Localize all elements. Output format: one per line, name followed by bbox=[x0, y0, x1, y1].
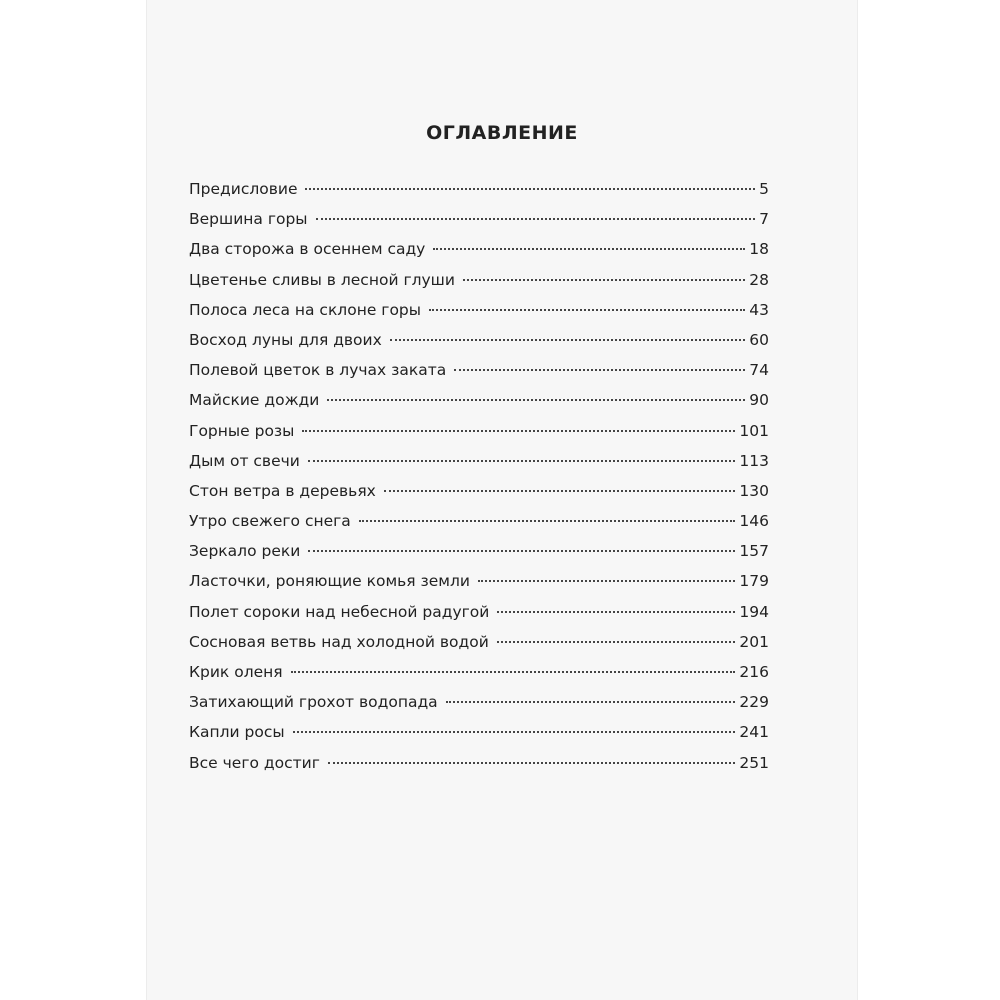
toc-entry bbox=[189, 693, 769, 723]
toc-entry-title: Сосновая ветвь над холодной водой bbox=[189, 632, 489, 651]
toc-entry bbox=[189, 240, 769, 270]
toc-entry-page: 130 bbox=[739, 481, 769, 500]
toc-entry-page: 74 bbox=[749, 361, 769, 380]
toc-entry-title: Предисловие bbox=[189, 180, 298, 198]
toc-entry-page: 43 bbox=[749, 300, 769, 319]
toc-entry bbox=[189, 361, 769, 391]
toc-entry bbox=[189, 422, 769, 452]
toc-entry-title: Майские дожди bbox=[189, 391, 320, 410]
toc-entry-page: 60 bbox=[749, 330, 769, 349]
dot-leader bbox=[429, 309, 745, 311]
toc-entry-title: Два сторожа в осеннем саду bbox=[189, 240, 426, 259]
toc-entry-title: Цветенье сливы в лесной глуши bbox=[189, 270, 455, 289]
dot-leader bbox=[328, 762, 736, 764]
toc-entry-page: 216 bbox=[739, 663, 769, 681]
toc-entry-title: Горные розы bbox=[189, 421, 295, 440]
toc-entry-page: 18 bbox=[749, 240, 769, 259]
toc-heading: ОГЛАВЛЕНИЕ bbox=[426, 122, 578, 144]
toc-entry-page: 90 bbox=[749, 391, 769, 410]
dot-leader bbox=[308, 460, 736, 462]
toc-entry-page: 241 bbox=[739, 723, 769, 742]
dot-leader bbox=[293, 731, 736, 733]
toc-entry-title: Крик оленя bbox=[189, 663, 283, 681]
toc-entry bbox=[189, 603, 769, 633]
dot-leader bbox=[359, 520, 736, 522]
toc-entry-page: 7 bbox=[759, 210, 769, 229]
toc-entry-page: 28 bbox=[749, 270, 769, 289]
toc-entry bbox=[189, 542, 769, 572]
toc-entry-page: 113 bbox=[739, 451, 769, 470]
toc-entry-page: 229 bbox=[739, 693, 769, 712]
toc-list bbox=[189, 180, 769, 784]
toc-entry-page: 157 bbox=[739, 542, 769, 561]
dot-leader bbox=[316, 218, 756, 220]
toc-entry bbox=[189, 391, 769, 421]
toc-entry-page: 179 bbox=[739, 572, 769, 591]
toc-entry-page: 5 bbox=[759, 180, 769, 198]
toc-entry bbox=[189, 452, 769, 482]
toc-entry bbox=[189, 754, 769, 784]
toc-entry-page: 146 bbox=[739, 512, 769, 531]
toc-entry bbox=[189, 663, 769, 693]
toc-entry-title: Вершина горы bbox=[189, 210, 308, 229]
dot-leader bbox=[390, 339, 745, 341]
toc-entry-page: 201 bbox=[739, 632, 769, 651]
dot-leader bbox=[308, 550, 735, 552]
dot-leader bbox=[327, 399, 745, 401]
toc-entry-title: Стон ветра в деревьях bbox=[189, 481, 376, 500]
dot-leader bbox=[384, 490, 736, 492]
toc-entry bbox=[189, 180, 769, 210]
dot-leader bbox=[478, 580, 735, 582]
toc-entry-title: Затихающий грохот водопада bbox=[189, 693, 438, 712]
toc-entry bbox=[189, 301, 769, 331]
toc-entry-title: Восход луны для двоих bbox=[189, 330, 382, 349]
dot-leader bbox=[446, 701, 736, 703]
toc-entry-title: Полет сороки над небесной радугой bbox=[189, 602, 490, 621]
toc-entry-page: 251 bbox=[739, 753, 769, 772]
dot-leader bbox=[433, 248, 745, 250]
dot-leader bbox=[291, 671, 736, 673]
toc-entry bbox=[189, 633, 769, 663]
toc-entry-title: Зеркало реки bbox=[189, 542, 301, 561]
toc-entry bbox=[189, 512, 769, 542]
toc-entry bbox=[189, 331, 769, 361]
toc-entry bbox=[189, 723, 769, 753]
toc-entry-title: Полевой цветок в лучах заката bbox=[189, 361, 447, 380]
dot-leader bbox=[302, 430, 735, 432]
dot-leader bbox=[454, 369, 745, 371]
book-page bbox=[147, 0, 857, 1000]
dot-leader bbox=[497, 641, 736, 643]
dot-leader bbox=[305, 188, 755, 190]
toc-entry bbox=[189, 482, 769, 512]
toc-entry-page: 101 bbox=[739, 421, 769, 440]
toc-entry-title: Ласточки, роняющие комья земли bbox=[189, 572, 470, 591]
toc-entry bbox=[189, 210, 769, 240]
toc-entry-page: 194 bbox=[739, 602, 769, 621]
toc-entry-title: Все чего достиг bbox=[189, 753, 320, 772]
toc-entry-title: Дым от свечи bbox=[189, 451, 300, 470]
dot-leader bbox=[463, 279, 745, 281]
toc-entry-title: Капли росы bbox=[189, 723, 285, 742]
toc-entry-title: Полоса леса на склоне горы bbox=[189, 300, 422, 319]
toc-entry-title: Утро свежего снега bbox=[189, 512, 351, 531]
dot-leader bbox=[497, 611, 735, 613]
toc-entry bbox=[189, 572, 769, 602]
toc-entry bbox=[189, 271, 769, 301]
